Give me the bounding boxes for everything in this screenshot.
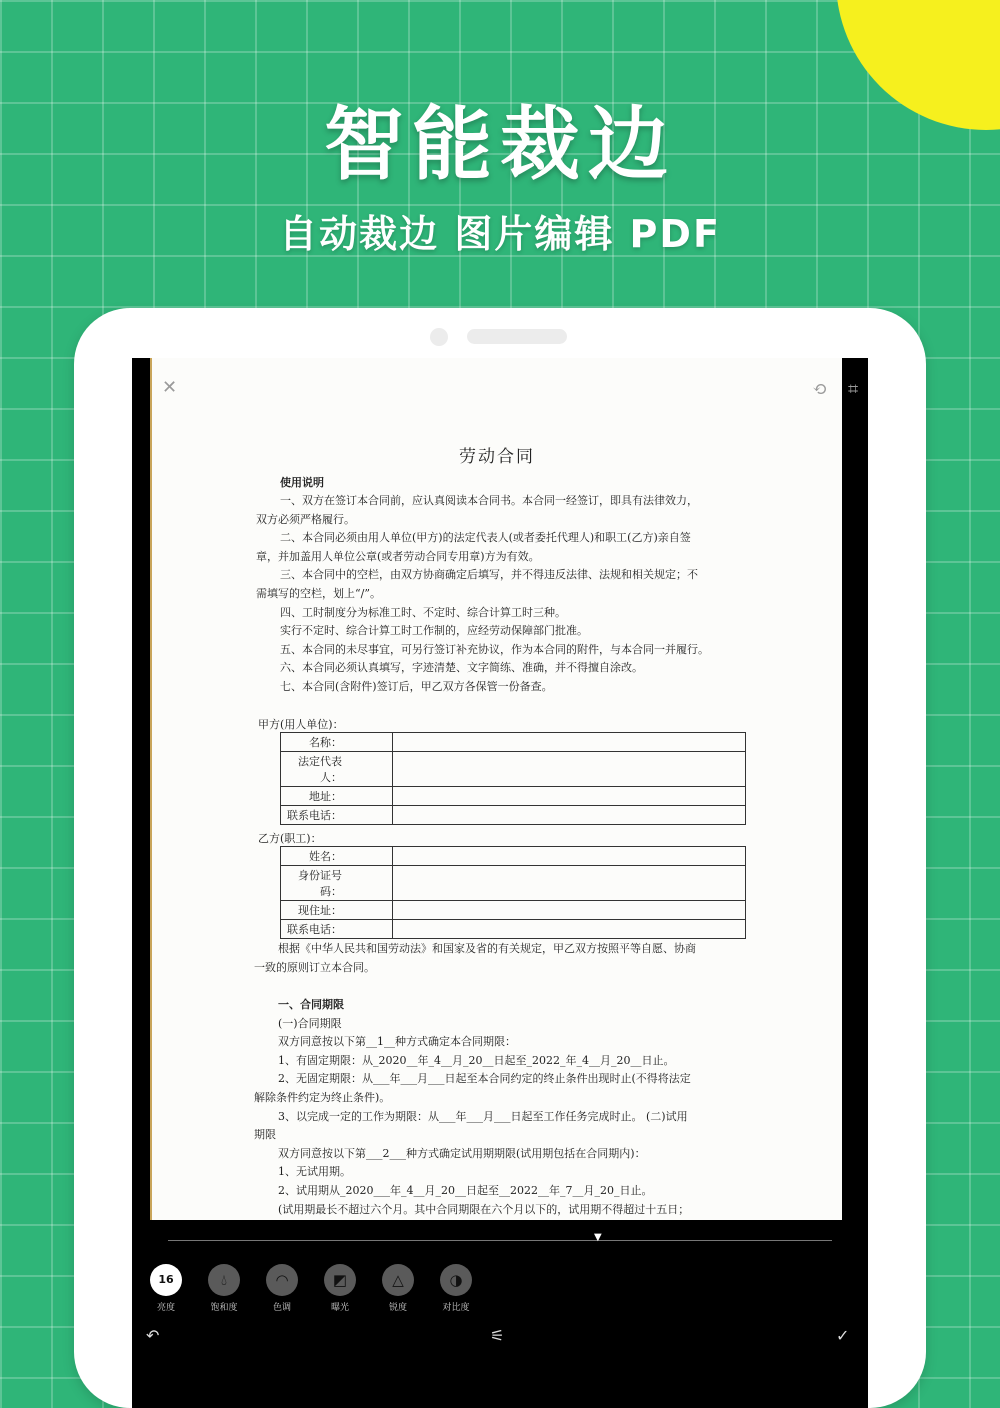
contrast-icon: ◑ — [440, 1264, 472, 1296]
term-text — [254, 996, 744, 1219]
tablet-camera — [430, 328, 448, 346]
text-line: 1、有固定期限：从_2020__年_4__月_20__日起至_2022_年_4__月_20__日止。 — [278, 1053, 675, 1067]
text-line: 需填写的空栏，划上“/”。 — [256, 586, 381, 600]
tool-label: 对比度 — [442, 1303, 470, 1313]
table-row — [281, 806, 746, 825]
field-label: 联系电话： — [281, 806, 393, 825]
field-value — [393, 752, 746, 787]
text-line: 章，并加盖用人单位公章(或者劳动合同专用章)方为有效。 — [256, 549, 540, 563]
tool-brightness[interactable] — [141, 1264, 191, 1313]
text-line: 二、本合同必须由用人单位(甲方)的法定代表人(或者委托代理人)和职工(乙方)亲自签 — [280, 531, 691, 545]
hero-subtitle: 自动裁边 图片编辑 PDF — [279, 212, 721, 256]
text-line: 一、合同期限 — [278, 998, 344, 1011]
adjust-toolbar — [132, 1220, 868, 1408]
text-line: 期限 — [254, 1128, 276, 1142]
hero-title: 智能裁边 — [324, 98, 676, 191]
table-row — [281, 752, 746, 787]
table-row — [281, 787, 746, 806]
text-line: 根据《中华人民共和国劳动法》和国家及省的有关规定，甲乙双方按照平等自愿、协商 — [278, 942, 696, 955]
rotate-icon[interactable]: ⟲ — [812, 379, 828, 400]
document-title: 劳动合同 — [459, 447, 535, 467]
sharpness-icon: △ — [382, 1264, 414, 1296]
text-line: 双方必须严格履行。 — [256, 512, 355, 526]
editor-screen — [132, 358, 868, 1408]
text-line: 实行不定时、综合计算工时工作制的，应经劳动保障部门批准。 — [280, 624, 588, 638]
field-value — [393, 847, 746, 866]
field-label: 身份证号码： — [281, 866, 393, 901]
undo-icon[interactable]: ↶ — [146, 1326, 160, 1345]
tool-hue[interactable] — [257, 1264, 307, 1313]
crop-icon[interactable]: ⌗ — [848, 379, 859, 400]
field-value — [393, 733, 746, 752]
check-icon[interactable]: ✓ — [836, 1326, 850, 1345]
text-line: 2、试用期从_2020___年_4__月_20__日起至__2022__年_7__月_20_日止。 — [278, 1183, 653, 1197]
field-label: 法定代表人： — [281, 752, 393, 787]
text-line: 三、本合同中的空栏，由双方协商确定后填写，并不得违反法律、法规和相关规定；不 — [280, 568, 698, 582]
hue-icon: ◠ — [266, 1264, 298, 1296]
text-line: 2、无固定期限：从___年___月___日起至本合同约定的终止条件出现时止(不得将法定 — [278, 1072, 691, 1086]
text-line: (一)合同期限 — [278, 1016, 342, 1030]
instructions-heading: 使用说明 — [280, 476, 324, 489]
tool-exposure[interactable] — [315, 1264, 365, 1313]
text-line: 1、无试用期。 — [278, 1165, 351, 1179]
tool-label: 曝光 — [330, 1303, 349, 1313]
field-value — [393, 920, 746, 939]
field-value — [393, 866, 746, 901]
tool-label: 色调 — [272, 1303, 291, 1313]
text-line: 四、工时制度分为标准工时、不定时、综合计算工时三种。 — [280, 605, 566, 619]
close-icon[interactable]: ✕ — [162, 377, 178, 398]
scanned-document — [150, 358, 859, 1220]
exposure-icon: ◩ — [324, 1264, 356, 1296]
text-line: 一、双方在签订本合同前，应认真阅读本合同书。本合同一经签订，即具有法律效力， — [280, 494, 698, 507]
tool-saturation[interactable] — [199, 1264, 249, 1313]
saturation-icon: 💧︎ — [208, 1264, 240, 1296]
text-line: 双方同意按以下第__1__种方式确定本合同期限： — [278, 1035, 516, 1049]
text-line: 3、以完成一定的工作为期限：从___年___月___日起至工作任务完成时止。 (二)试用 — [278, 1109, 688, 1123]
party-a-table — [280, 732, 746, 825]
field-value — [393, 806, 746, 825]
slider-thumb[interactable]: ▼ — [594, 1232, 602, 1243]
text-line: 一致的原则订立本合同。 — [254, 960, 375, 974]
tool-label: 锐度 — [388, 1303, 407, 1313]
table-row — [281, 920, 746, 939]
field-value — [393, 901, 746, 920]
table-row — [281, 866, 746, 901]
text-line: 七、本合同(含附件)签订后，甲乙双方各保管一份备查。 — [280, 679, 553, 693]
brightness-icon: 16 — [150, 1264, 182, 1296]
text-line: 双方同意按以下第___2___种方式确定试用期期限(试用期包括在合同期内)： — [278, 1146, 646, 1160]
table-row — [281, 847, 746, 866]
field-value — [393, 787, 746, 806]
tool-label: 亮度 — [156, 1303, 175, 1313]
basis-text — [254, 940, 744, 977]
tool-contrast[interactable] — [431, 1264, 481, 1313]
tablet-frame — [74, 308, 926, 1408]
field-label: 地址： — [281, 787, 393, 806]
field-label: 姓名： — [281, 847, 393, 866]
party-a-label: 甲方(用人单位)： — [258, 718, 344, 731]
party-b-table — [280, 846, 746, 939]
tool-label: 饱和度 — [210, 1303, 238, 1313]
text-line: (试用期最长不超过六个月。其中合同期限在六个月以下的，试用期不得超过十五日； — [278, 1202, 690, 1216]
tool-sharpness[interactable] — [373, 1264, 423, 1313]
table-row — [281, 733, 746, 752]
table-row — [281, 901, 746, 920]
tablet-speaker — [467, 329, 567, 344]
text-line: 六、本合同必须认真填写，字迹清楚、文字简练、准确，并不得擅自涂改。 — [280, 661, 643, 675]
field-label: 现住址： — [281, 901, 393, 920]
instructions-text — [256, 492, 746, 697]
party-b-label: 乙方(职工)： — [258, 832, 322, 845]
field-label: 名称： — [281, 733, 393, 752]
text-line: 解除条件约定为终止条件)。 — [254, 1090, 391, 1104]
field-label: 联系电话： — [281, 920, 393, 939]
text-line: 五、本合同的未尽事宜，可另行签订补充协议，作为本合同的附件，与本合同一并履行。 — [280, 642, 709, 656]
adjust-slider[interactable] — [168, 1240, 832, 1241]
adjust-icon[interactable]: ⚟ — [490, 1326, 505, 1345]
